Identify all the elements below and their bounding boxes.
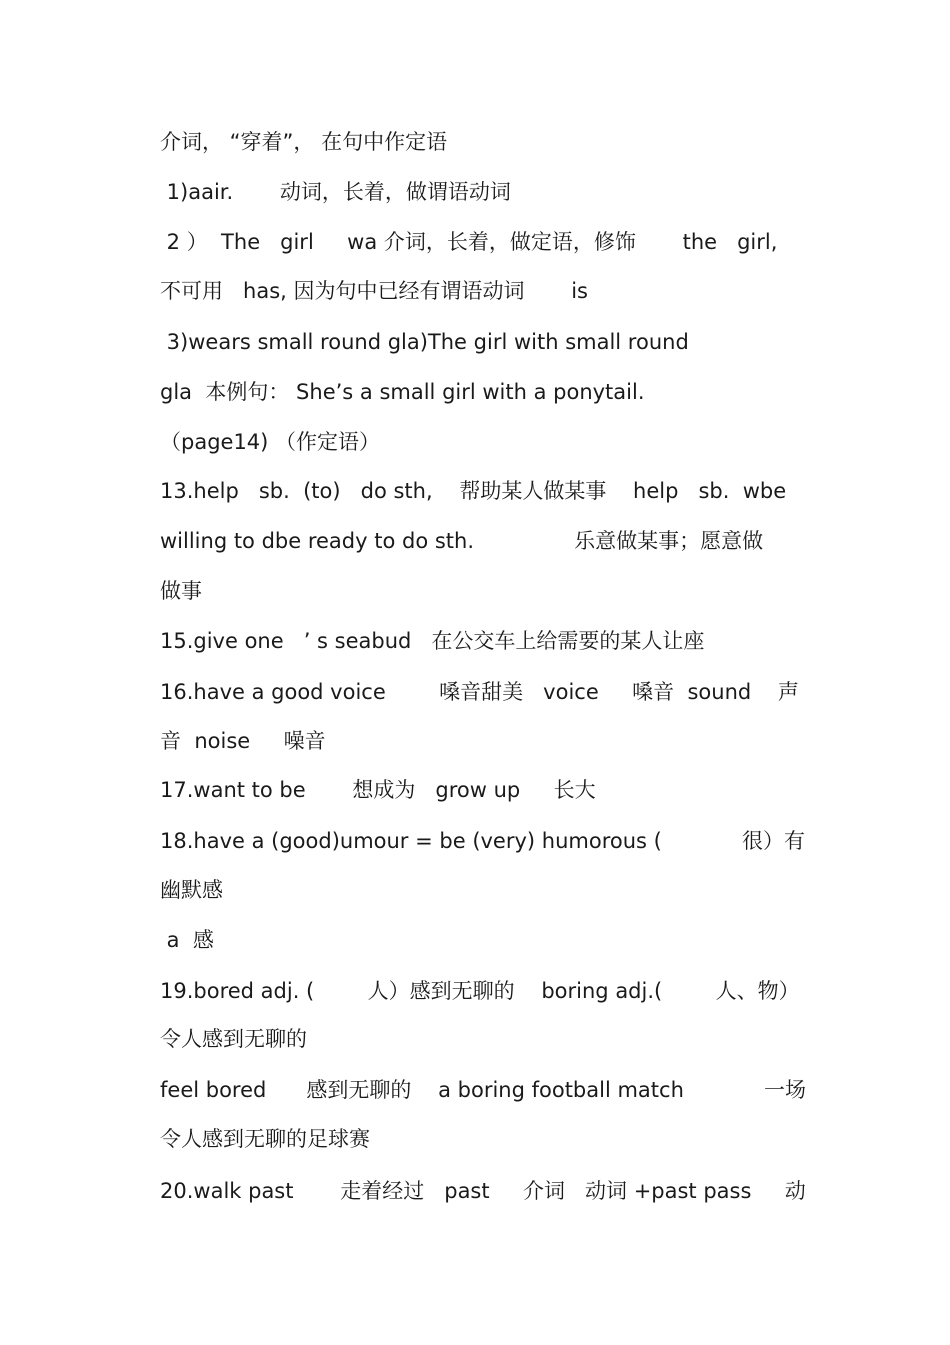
text-line: 1)aair. 动词，长着，做谓语动词 (160, 180, 511, 204)
text-line: a 感 (160, 928, 214, 952)
text-line: feel bored 感到无聊的 a boring football match 一场 (160, 1078, 806, 1102)
text-line: 15.give one ’ s seabud 在公交车上给需要的某人让座 (160, 629, 705, 653)
text-line: gla 本例句： She’s a small girl with a ponytail. (160, 380, 645, 404)
text-line: willing to dbe ready to do sth. 乐意做某事；愿意做 (160, 529, 764, 553)
text-line: （page14) （作定语） (160, 430, 381, 454)
text-line: 2 ） The girl wa 介词，长着，做定语，修饰 the girl, (160, 230, 778, 254)
text-line: 做事 (160, 579, 202, 603)
text-line: 17.want to be 想成为 grow up 长大 (160, 778, 596, 802)
text-line: 幽默感 (160, 878, 223, 902)
text-line: 音 noise 噪音 (160, 729, 326, 753)
text-line: 20.walk past 走着经过 past 介词 动词 +past pass 动 (160, 1179, 806, 1203)
text-line: 令人感到无聊的足球赛 (160, 1127, 370, 1151)
text-line: 介词， “穿着”， 在句中作定语 (160, 130, 448, 154)
text-line: 18.have a (good)umour = be (very) humorous ( 很）有 (160, 829, 805, 853)
text-line: 19.bored adj. ( 人）感到无聊的 boring adj.( 人、物） (160, 979, 800, 1003)
text-line: 令人感到无聊的 (160, 1027, 307, 1051)
text-line: 13.help sb. (to) do sth, 帮助某人做某事 help sb. wbe (160, 479, 787, 503)
text-line: 16.have a good voice 嗓音甜美 voice 嗓音 sound 声 (160, 680, 799, 704)
text-line: 3)wears small round gla)The girl with small round (160, 330, 689, 354)
text-line: 不可用 has, 因为句中已经有谓语动词 is (160, 279, 588, 303)
